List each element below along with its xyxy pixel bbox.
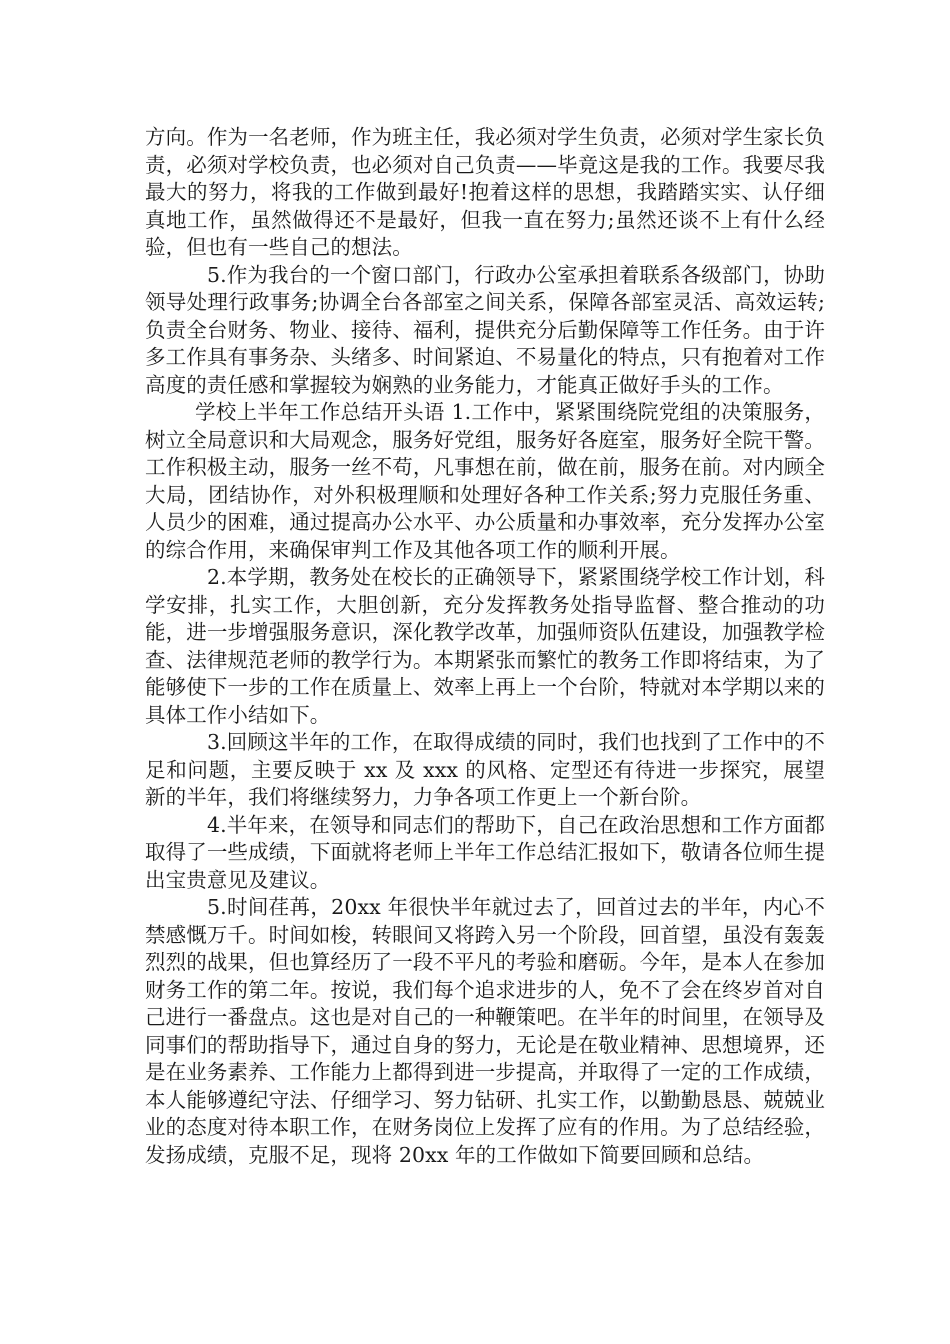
paragraph: 方向。作为一名老师，作为班主任，我必须对学生负责，必须对学生家长负责，必须对学校负责，也必须对自己负责——毕竟这是我的工作。我要尽我最大的努力，将我的工作做到最好!抱着这样的思想，我踏踏实实、认仔细真地工作，虽然做得还不是最好，但我一直在努力;虽然还谈不上有什么经验，但也有一些自己的想法。 <box>145 125 825 259</box>
paragraph: 学校上半年工作总结开头语 1.工作中，紧紧围绕院党组的决策服务，树立全局意识和大局观念，服务好党组，服务好各庭室，服务好全院干警。工作积极主动，服务一丝不苟，凡事想在前，做在前，服务在前。对内顾全大局，团结协作，对外积极理顺和处理好各种工作关系;努力克服任务重、人员少的困难，通过提高办公水平、办公质量和办事效率，充分发挥办公室的综合作用，来确保审判工作及其他各项工作的顺利开展。 <box>145 400 825 562</box>
paragraph: 2.本学期，教务处在校长的正确领导下，紧紧围绕学校工作计划，科学安排，扎实工作，大胆创新，充分发挥教务处指导监督、整合推动的功能，进一步增强服务意识，深化教学改革，加强师资队伍建设，加强教学检查、法律规范老师的教学行为。本期紧张而繁忙的教务工作即将结束，为了能够使下一步的工作在质量上、效率上再上一个台阶，特就对本学期以来的具体工作小结如下。 <box>145 565 825 727</box>
paragraph: 4.半年来，在领导和同志们的帮助下，自己在政治思想和工作方面都取得了一些成绩，下面就将老师上半年工作总结汇报如下，敬请各位师生提出宝贵意见及建议。 <box>145 812 825 892</box>
paragraph: 5.时间荏苒，20xx 年很快半年就过去了，回首过去的半年，内心不禁感慨万千。时间如梭，转眼间又将跨入另一个阶段，回首望，虽没有轰轰烈烈的战果，但也算经历了一段不平凡的考验和磨砺。今年，是本人在参加财务工作的第二年。按说，我们每个追求进步的人，免不了会在终岁首对自己进行一番盘点。这也是对自己的一种鞭策吧。在半年的时间里，在领导及同事们的帮助指导下，通过自身的努力，无论是在敬业精神、思想境界，还是在业务素养、工作能力上都得到进一步提高，并取得了一定的工作成绩，本人能够遵纪守法、仔细学习、努力钻研、扎实工作，以勤勤恳恳、兢兢业业的态度对待本职工作，在财务岗位上发挥了应有的作用。为了总结经验，发扬成绩，克服不足，现将 20xx 年的工作做如下简要回顾和总结。 <box>145 895 825 1167</box>
document-body <box>145 124 825 1169</box>
paragraph: 5.作为我台的一个窗口部门，行政办公室承担着联系各级部门，协助领导处理行政事务;协调全台各部室之间关系，保障各部室灵活、高效运转;负责全台财务、物业、接待、福利，提供充分后勤保障等工作任务。由于许多工作具有事务杂、头绪多、时间紧迫、不易量化的特点，只有抱着对工作高度的责任感和掌握较为娴熟的业务能力，才能真正做好手头的工作。 <box>145 262 825 397</box>
paragraph: 3.回顾这半年的工作，在取得成绩的同时，我们也找到了工作中的不足和问题，主要反映于 xx 及 xxx 的风格、定型还有待进一步探究，展望新的半年，我们将继续努力，力争各项工作更上一个新台阶。 <box>145 730 825 809</box>
